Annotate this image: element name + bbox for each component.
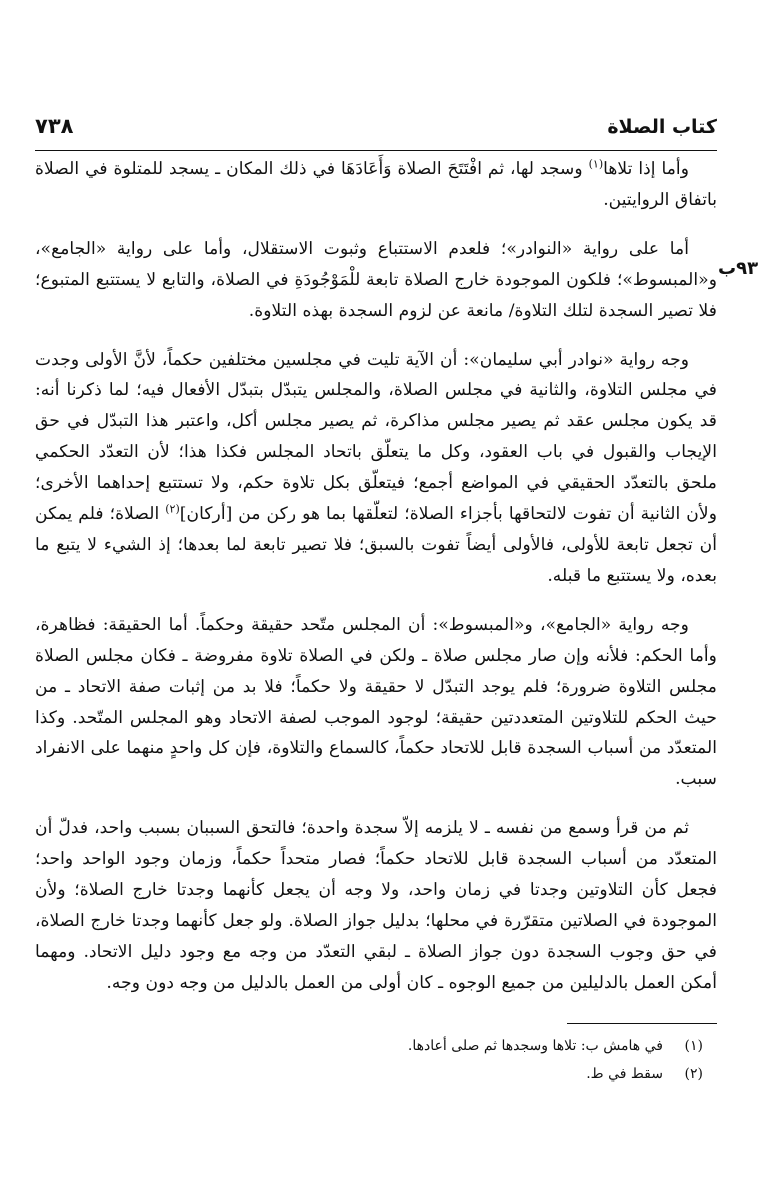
footnote (83, 1032, 703, 1060)
footnotes (83, 1032, 703, 1088)
book-title: كتاب الصلاة (607, 116, 717, 138)
footnote-number: (٢) (684, 1066, 703, 1082)
running-header (35, 114, 717, 144)
paragraph: أما على رواية «النوادر»؛ فلعدم الاستتباع وثبوت الاستقلال، وأما على رواية «الجامع»، و«المبسوط»؛ فلكون الموجودة خارج الصلاة تابعة للْمَوْجُودَةِ في الصلاة، والتابع لا يستتبع المتبوع؛ فلا تصير السجدة لتلك التلاوة/ مانعة عن لزوم السجدة بهذه التلاوة. (35, 238, 717, 321)
footnote-number: (١) (684, 1038, 703, 1054)
main-text (35, 154, 717, 1017)
header-rule (35, 150, 717, 151)
paragraph: ثم من قرأ وسمع من نفسه ـ لا يلزمه إلاّ سجدة واحدة؛ فالتحق السببان بسبب واحد، فدلّ أن المتعدّد من أسباب السجدة قابل للاتحاد حكماً؛ فصار متحداً حكماً، وزمان وجود الواحد واحد؛ فجعل كأن التلاوتين وجدتا في زمان واحد، ولا وجه أن يجعل كأنهما وجدتا خارج الصلاة؛ ولأن الموجودة في الصلاتين متقرّرة في محلها؛ بدليل جواز الصلاة. ولو جعل كأنهما وجدتا خارج الصلاة، في حق وجوب السجدة دون جواز الصلاة ـ لبقي التعدّد من وجه مع وجود دليل الاتحاد. ومهما أمكن العمل بالدليلين من جميع الوجوه ـ كان أولى من العمل بالدليل من وجه دون وجه. (35, 818, 717, 993)
paragraph: وأما إذا تلاها$^{(١)}$ وسجد لها، ثم افْتَتَحَ الصلاة وَأَعَادَهَا في ذلك المكان ـ يسجد للمتلوة في الصلاة باتفاق الروايتين. (35, 157, 717, 210)
margin-folio-marker: ٩٣ب (718, 258, 759, 279)
paragraph: وجه رواية «الجامع»، و«المبسوط»: أن المجلس متّحد حقيقة وحكماً. أما الحقيقة: فظاهرة، وأما الحكم: فلأنه وإن صار مجلس صلاة ـ ولكن في الصلاة تلاوة مفروضة ـ فكان مجلس الصلاة مجلس التلاوة ضرورة؛ فلم يوجد التبدّل لا حقيقة ولا حكماً؛ فلا بد من إثبات صفة الاتحاد ـ من حيث الحكم للتلاوتين المتعددتين حقيقة؛ لوجود الموجب لصفة الاتحاد وهو المجلس المتّحد. وكذا المتعدّد من أسباب السجدة قابل للاتحاد حكماً، كالسماع والتلاوة، فإن كل واحدٍ منهما على الانفراد سبب. (35, 614, 717, 790)
footnote-text: سقط في ط. (586, 1066, 663, 1082)
footnote-reference[interactable]: (٢) (165, 502, 180, 516)
paragraph: وجه رواية «نوادر أبي سليمان»: أن الآية تليت في مجلسين مختلفين حكماً، لأنَّ الأولى وجدت في مجلس التلاوة، والثانية في مجلس الصلاة، والمجلس يتبدّل بتبدّل الأفعال فيه؛ لما ذكرنا أنه: قد يكون مجلس عقد ثم يصير مجلس مذاكرة، ثم يصير مجلس أكل، واعتبر هذا التبدّل في حق الإيجاب والقبول في باب العقود، وكل ما يتعلّق باتحاد المجلس فكذا هذا؛ لأن التعدّد الحكمي ملحق بالتعدّد الحقيقي في المواضع أجمع؛ فيتعلّق بكل تلاوة حكم، ولا تستتبع إحداهما الأخرى؛ ولأن الثانية أن تفوت لالتحاقها بأجزاء الصلاة؛ لتعلّقها بما هو ركن من [أركان]$^{(٢)}$ الصلاة؛ فلم يمكن أن تجعل تابعة للأولى، فالأولى أيضاً تفوت بالسبق؛ فلا تصير تابعة لما بعدها؛ إذ الشيء لا يتبع ما بعده، ولا يستتبع ما قبله. (35, 349, 717, 586)
page-number: ٧٣٨ (35, 114, 74, 138)
footnote-rule (567, 1023, 717, 1024)
footnote-text: في هامش ب: تلاها وسجدها ثم صلى أعادها. (407, 1038, 663, 1054)
footnote (83, 1060, 703, 1088)
footnote-reference[interactable]: (١) (588, 157, 604, 171)
